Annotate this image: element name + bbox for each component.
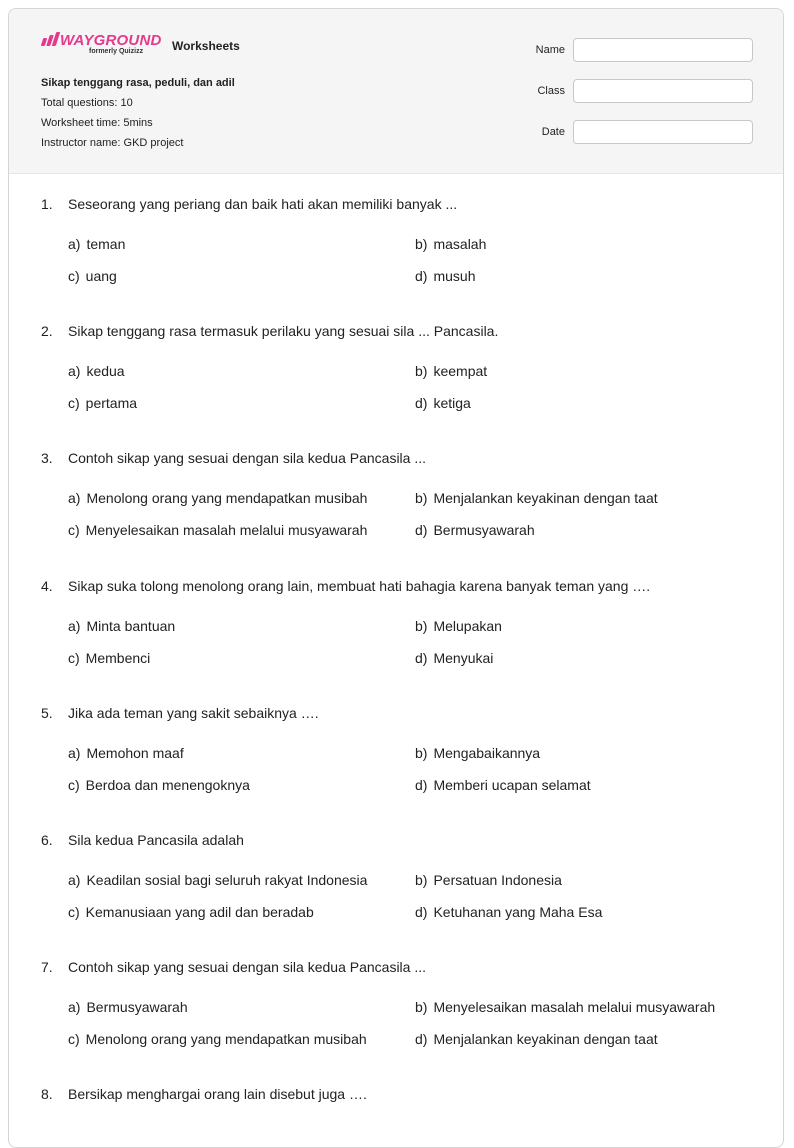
date-field-row [536, 119, 753, 144]
option-letter: b) [415, 363, 428, 380]
question-text: Contoh sikap yang sesuai dengan sila kedua Pancasila ... [68, 959, 427, 976]
option-letter: d) [415, 776, 428, 793]
option-letter: d) [415, 395, 428, 412]
option-letter: d) [415, 1031, 428, 1048]
question [41, 1086, 753, 1148]
question-text: Sikap suka tolong menolong orang lain, membuat hati bahagia karena banyak teman yang …. [68, 577, 651, 594]
instructor-name: Instructor name: GKD project [41, 137, 184, 149]
option-letter: a) [68, 871, 81, 888]
worksheet-title: Sikap tenggang rasa, peduli, dan adil [41, 77, 235, 89]
answer-option [415, 1031, 755, 1047]
question-number: 1. [41, 196, 53, 212]
option-text: musuh [433, 268, 476, 284]
option-text: uang [85, 268, 117, 284]
option-letter: c) [68, 1031, 80, 1048]
answer-option [415, 745, 755, 761]
answer-options [68, 490, 753, 538]
answer-option [68, 904, 415, 920]
option-text: Melupakan [433, 617, 502, 634]
option-letter: c) [68, 903, 80, 920]
question-line [41, 196, 753, 212]
wayground-logo: WAYGROUND formerly Quizizz [41, 32, 162, 50]
option-text: Menjalankan keyakinan dengan taat [433, 490, 658, 507]
option-letter: c) [68, 649, 80, 666]
option-letter: a) [68, 999, 81, 1016]
option-letter: a) [68, 236, 81, 252]
option-text: Memberi ucapan selamat [433, 776, 591, 793]
option-letter: c) [68, 268, 80, 284]
answer-option [415, 236, 755, 252]
answer-options [68, 745, 753, 793]
answer-option [415, 395, 755, 411]
option-letter: b) [415, 490, 428, 507]
worksheet-page [8, 8, 784, 1148]
question-line [41, 450, 753, 466]
question-text: Contoh sikap yang sesuai dengan sila kedua Pancasila ... [68, 450, 427, 467]
option-text: Berdoa dan menengoknya [85, 776, 250, 793]
question-text: Jika ada teman yang sakit sebaiknya …. [68, 704, 319, 721]
question [41, 959, 753, 1086]
question-line [41, 323, 753, 339]
answer-options [68, 999, 753, 1047]
answer-option [415, 363, 755, 379]
class-field-row [536, 78, 753, 103]
answer-option [68, 395, 415, 411]
brand [41, 32, 240, 53]
option-letter: a) [68, 490, 81, 507]
date-field[interactable] [573, 120, 753, 144]
option-letter: c) [68, 776, 80, 793]
option-letter: b) [415, 871, 428, 888]
answer-option [68, 490, 415, 506]
name-field[interactable] [573, 38, 753, 62]
class-field[interactable] [573, 79, 753, 103]
answer-option [68, 363, 415, 379]
answer-option [415, 904, 755, 920]
question [41, 450, 753, 577]
option-text: keempat [433, 363, 488, 380]
worksheet-header [9, 9, 784, 174]
logo-mark-icon [41, 32, 59, 46]
option-text: Membenci [85, 649, 151, 666]
question-number: 2. [41, 323, 53, 340]
question-text: Bersikap menghargai orang lain disebut juga …. [68, 1086, 367, 1103]
answer-option [68, 618, 415, 634]
option-text: Menjalankan keyakinan dengan taat [433, 1031, 658, 1048]
option-text: Keadilan sosial bagi seluruh rakyat Indonesia [86, 871, 368, 888]
question [41, 323, 753, 450]
option-letter: a) [68, 744, 81, 761]
option-text: Memohon maaf [86, 744, 184, 761]
question-text: Sikap tenggang rasa termasuk perilaku yang sesuai sila ... Pancasila. [68, 323, 499, 340]
option-letter: b) [415, 236, 428, 252]
option-letter: a) [68, 363, 81, 380]
answer-option [68, 1031, 415, 1047]
option-text: Minta bantuan [86, 617, 176, 634]
student-fields [536, 37, 753, 160]
question-text: Seseorang yang periang dan baik hati akan memiliki banyak ... [68, 196, 458, 212]
option-letter: b) [415, 744, 428, 761]
total-questions: Total questions: 10 [41, 97, 133, 109]
answer-option [415, 872, 755, 888]
date-label: Date [541, 125, 565, 138]
answer-option [68, 745, 415, 761]
question [41, 578, 753, 705]
answer-option [415, 268, 755, 284]
option-text: Mengabaikannya [433, 744, 541, 761]
option-text: Ketuhanan yang Maha Esa [433, 903, 603, 920]
name-label: Name [535, 43, 565, 56]
answer-option [68, 522, 415, 538]
question-number: 3. [41, 450, 53, 467]
question-line [41, 1086, 753, 1102]
answer-option [415, 618, 755, 634]
option-text: ketiga [433, 395, 471, 412]
option-letter: d) [415, 903, 428, 920]
answer-option [68, 236, 415, 252]
option-letter: d) [415, 649, 428, 666]
question-list [41, 196, 753, 1148]
option-text: kedua [86, 363, 125, 380]
name-field-row [536, 37, 753, 62]
option-letter: a) [68, 617, 81, 634]
answer-option [68, 268, 415, 284]
option-text: Menyelesaikan masalah melalui musyawarah [433, 999, 716, 1016]
answer-option [68, 777, 415, 793]
worksheet-meta [41, 73, 235, 153]
option-text: Menolong orang yang mendapatkan musibah [86, 490, 368, 507]
question [41, 196, 753, 323]
option-letter: c) [68, 395, 80, 412]
question-line [41, 832, 753, 848]
answer-options [68, 236, 753, 284]
answer-option [68, 872, 415, 888]
option-text: masalah [433, 236, 487, 252]
option-text: Persatuan Indonesia [433, 871, 562, 888]
question-number: 5. [41, 704, 53, 721]
option-text: Menolong orang yang mendapatkan musibah [85, 1031, 367, 1048]
question-line [41, 705, 753, 721]
answer-options [68, 872, 753, 920]
question-line [41, 578, 753, 594]
question-number: 6. [41, 831, 53, 848]
option-letter: b) [415, 999, 428, 1016]
option-letter: b) [415, 617, 428, 634]
worksheet-time: Worksheet time: 5mins [41, 117, 153, 129]
question-number: 4. [41, 577, 53, 594]
logo-subtitle: formerly Quizizz [89, 48, 144, 55]
question-text: Sila kedua Pancasila adalah [68, 831, 244, 848]
answer-option [68, 999, 415, 1015]
option-letter: c) [68, 522, 80, 539]
product-name: Worksheets [171, 39, 240, 53]
option-text: Kemanusiaan yang adil dan beradab [85, 903, 314, 920]
option-text: Menyukai [433, 649, 494, 666]
option-letter: d) [415, 522, 428, 539]
answer-options [68, 618, 753, 666]
answer-options [68, 363, 753, 411]
answer-option [68, 650, 415, 666]
option-text: Menyelesaikan masalah melalui musyawarah [85, 522, 368, 539]
answer-option [415, 650, 755, 666]
question-line [41, 959, 753, 975]
option-text: Bermusyawarah [86, 999, 188, 1016]
question [41, 705, 753, 832]
class-label: Class [537, 84, 565, 97]
option-text: pertama [85, 395, 138, 412]
question-number: 7. [41, 959, 53, 976]
answer-option [415, 777, 755, 793]
option-letter: d) [415, 268, 428, 284]
option-text: teman [86, 236, 126, 252]
answer-option [415, 490, 755, 506]
question [41, 832, 753, 959]
option-text: Bermusyawarah [433, 522, 535, 539]
answer-option [415, 522, 755, 538]
answer-option [415, 999, 755, 1015]
question-number: 8. [41, 1086, 53, 1103]
